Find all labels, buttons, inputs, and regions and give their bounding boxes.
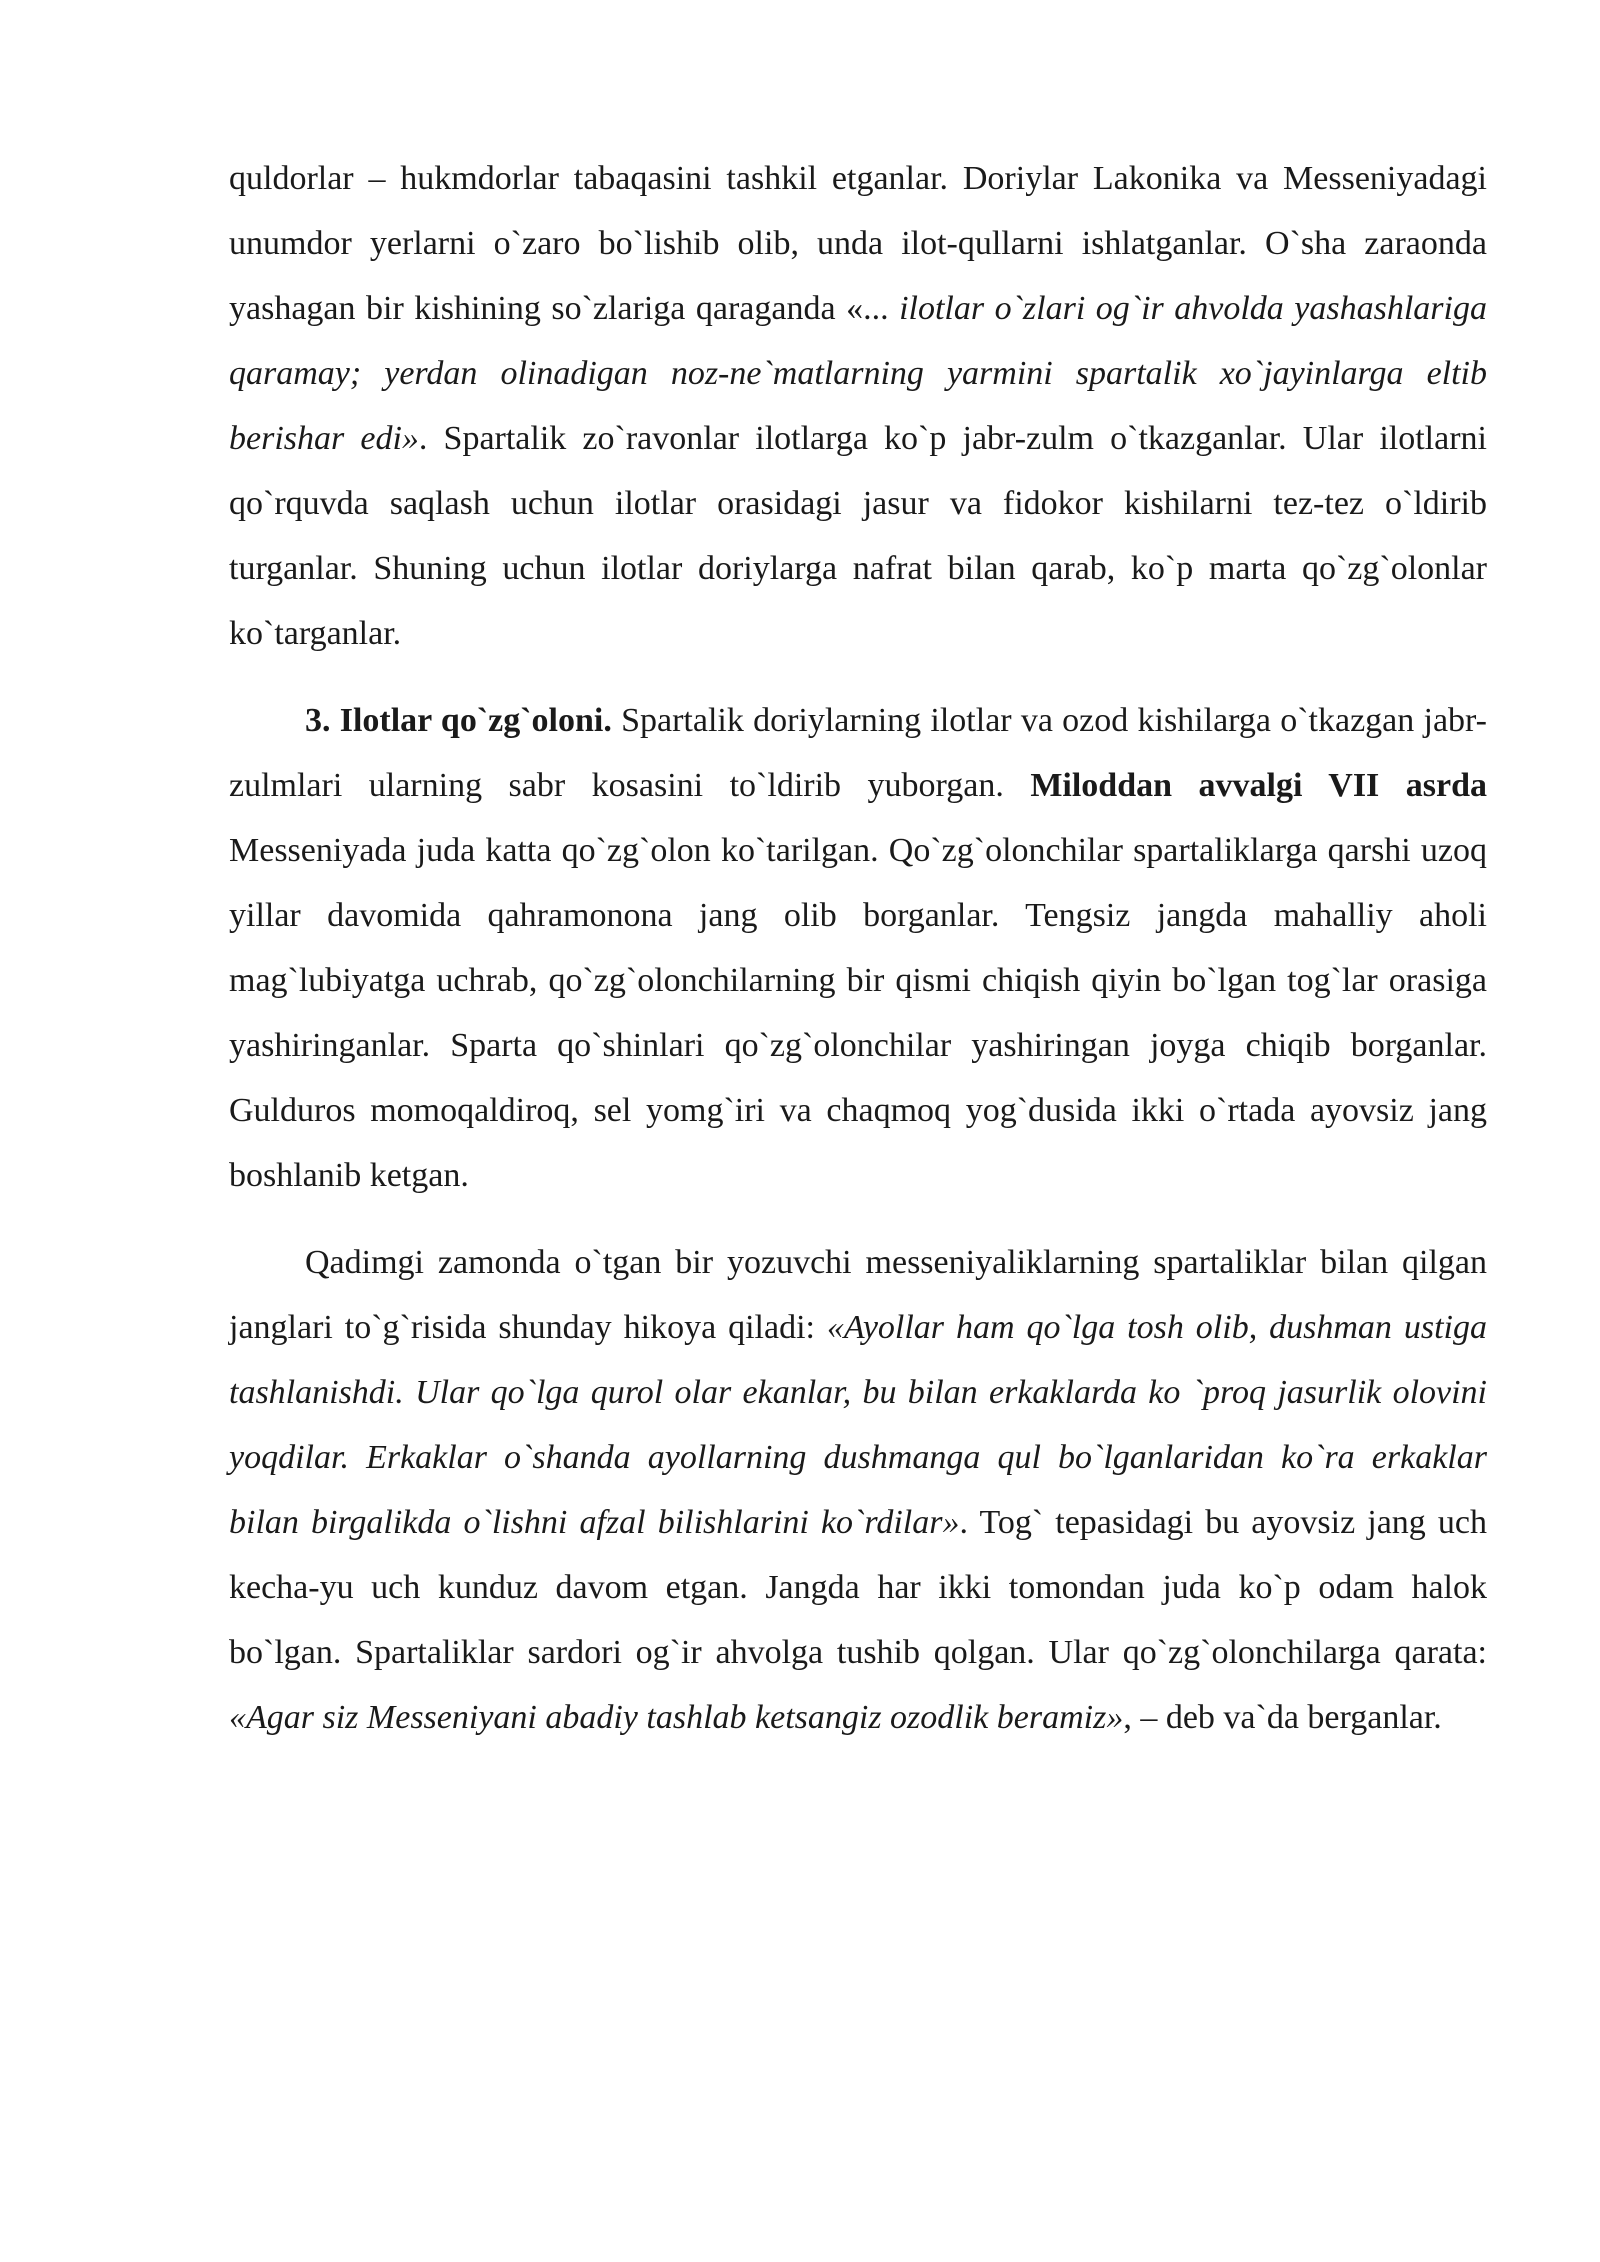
paragraph-1 xyxy=(229,146,1487,666)
section-heading: 3. Ilotlar qo`zg`oloni. xyxy=(305,702,612,739)
text-run: Messeniyada juda katta qo`zg`olon ko`tarilgan. Qo`zg`olonchilar spartaliklarga qarshi uzoq yillar davomida qahramonona jang olib borganlar. Tengsiz jangda mahalliy aholi mag`lubiyatga uchrab, qo`zg`olonchilarning bir qismi chiqish qiyin bo`lgan tog`lar orasiga yashiringanlar. Sparta qo`shinlari qo`zg`olonchilar yashiringan joyga chiqib borganlar. Gulduros momoqaldiroq, sel yomg`iri va chaqmoq yog`dusida ikki o`rtada ayovsiz jang boshlanib ketgan. xyxy=(229,832,1487,1194)
text-run: Spartalik doriylarning ilotlar va ozod kishilarga o`tkazgan jabr-zulmlari ularning sabr kosasini to`ldirib yuborgan. xyxy=(229,702,1487,804)
text-run: , – deb va`da berganlar. xyxy=(1123,1699,1442,1736)
paragraph-2 xyxy=(229,688,1487,1208)
text-run: quldorlar – hukmdorlar tabaqasini tashkil etganlar. Doriylar Lakonika va Messeniyadagi unumdor yerlarni o`zaro bo`lishib olib, unda ilot-qullarni ishlatganlar. O`sha zaraonda yashagan bir kishining so`zlariga qaraganda «... xyxy=(229,160,1487,327)
bold-date: Miloddan avvalgi VII asrda xyxy=(1030,767,1487,804)
italic-quote: «Agar siz Messeniyani abadiy tashlab ketsangiz ozodlik beramiz» xyxy=(229,1699,1124,1736)
text-run: . Spartalik zo`ravonlar ilotlarga ko`p jabr-zulm o`tkazganlar. Ular ilotlarni qo`rquvda saqlash uchun ilotlar orasidagi jasur va fidokor kishilarni tez-tez o`ldirib turganlar. Shuning uchun ilotlar doriylarga nafrat bilan qarab, ko`p marta qo`zg`olonlar ko`targanlar. xyxy=(229,420,1487,652)
document-body xyxy=(229,146,1487,1750)
text-run: Qadimgi zamonda o`tgan bir yozuvchi messeniyaliklarning spartaliklar bilan qilgan janglari to`g`risida shunday hikoya qiladi: xyxy=(229,1244,1487,1346)
text-run: . Tog` tepasidagi bu ayovsiz jang uch kecha-yu uch kunduz davom etgan. Jangda har ikki tomondan juda ko`p odam halok bo`lgan. Spartaliklar sardori og`ir ahvolga tushib qolgan. Ular qo`zg`olonchilarga qarata: xyxy=(229,1504,1487,1671)
italic-quote: «Ayollar ham qo`lga tosh olib, dushman ustiga tashlanishdi. Ular qo`lga qurol olar ekanlar, bu bilan erkaklarda ko `proq jasurlik olovini yoqdilar. Erkaklar o`shanda ayollarning dushmanga qul bo`lganlaridan ko`ra erkaklar bilan birgalikda o`lishni afzal bilishlarini ko`rdilar» xyxy=(229,1309,1487,1541)
italic-quote: ilotlar o`zlari og`ir ahvolda yashashlariga qaramay; yerdan olinadigan noz-ne`matlarning yarmini spartalik xo`jayinlarga eltib berishar edi» xyxy=(229,290,1487,457)
paragraph-3 xyxy=(229,1230,1487,1750)
